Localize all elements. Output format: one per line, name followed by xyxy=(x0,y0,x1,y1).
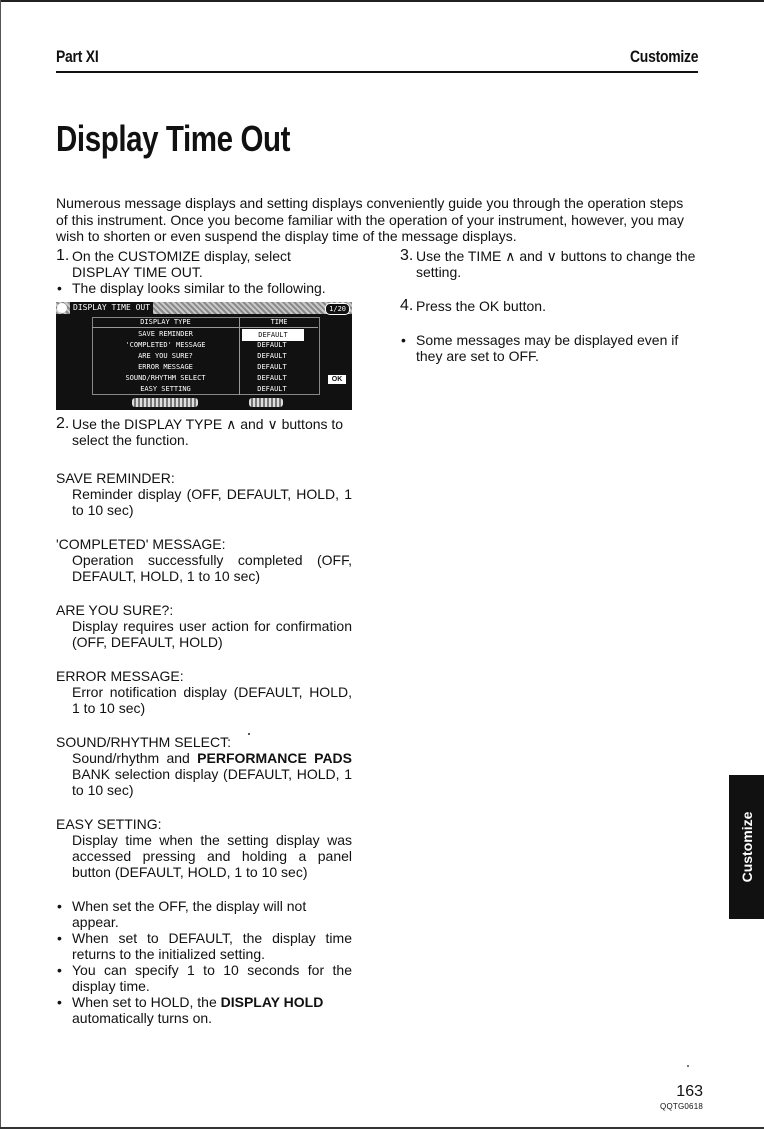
step-text: Use the DISPLAY TYPE ∧ and ∨ buttons to select the function. xyxy=(72,416,344,448)
part-label: Part XI xyxy=(56,47,99,66)
side-tab-label: Customize xyxy=(738,811,755,883)
step-3 xyxy=(400,248,698,280)
definition-desc: Reminder display (OFF, DEFAULT, HOLD, 1 to 10 sec) xyxy=(72,486,352,518)
desc-bold-text: PERFORMANCE PADS xyxy=(197,750,352,766)
step-number: 1. xyxy=(56,247,70,264)
right-note-bullet: • Some messages may be displayed even if they are set to OFF. xyxy=(400,332,698,364)
definition-term: SOUND/RHYTHM SELECT: xyxy=(56,734,232,750)
definition-term: SAVE REMINDER: xyxy=(56,470,175,486)
definition-term: ERROR MESSAGE: xyxy=(56,668,184,684)
speck xyxy=(687,1065,689,1067)
lcd-row-time: DEFAULT xyxy=(257,374,287,382)
lcd-row-type: SAVE REMINDER xyxy=(138,330,193,338)
page-number: 163 xyxy=(676,1083,703,1100)
lcd-row[interactable] xyxy=(92,340,352,350)
lcd-col-display-type: DISPLAY TYPE xyxy=(140,318,191,326)
definition-save-reminder xyxy=(56,470,352,518)
display-icon xyxy=(57,303,67,313)
lcd-col-time: TIME xyxy=(270,318,288,326)
document-code: QQTG0618 xyxy=(660,1102,703,1111)
speck xyxy=(248,733,250,735)
lcd-page-indicator: 1/20 xyxy=(325,303,350,315)
note-bullet: • You can specify 1 to 10 seconds for the display time. xyxy=(56,962,352,994)
definition-term: 'COMPLETED' MESSAGE: xyxy=(56,536,226,552)
lcd-row[interactable] xyxy=(92,373,352,383)
step-4 xyxy=(400,298,698,314)
lcd-row-type: EASY SETTING xyxy=(140,385,191,393)
definition-term: ARE YOU SURE?: xyxy=(56,602,174,618)
intro-paragraph: Numerous message displays and setting displays conveniently guide you through the operation steps of this instrument. Once you become familiar with the operation of your instrument, however, you may wish to shorten or even suspend the display time of the message displays. xyxy=(56,195,684,244)
left-border-line xyxy=(0,0,1,1129)
definition-error-message xyxy=(56,668,352,716)
definition-are-you-sure xyxy=(56,602,352,650)
definition-desc xyxy=(56,750,352,798)
top-border-line xyxy=(0,0,764,2)
step-2 xyxy=(56,416,352,448)
display-type-dial-icon[interactable] xyxy=(132,398,198,407)
definition-desc: Display requires user action for confirmation (OFF, DEFAULT, HOLD) xyxy=(72,618,352,650)
time-dial-icon[interactable] xyxy=(249,398,283,407)
lcd-display-screenshot xyxy=(56,302,352,410)
step-text: Use the TIME ∧ and ∨ buttons to change the setting. xyxy=(416,248,696,280)
page-title: Display Time Out xyxy=(56,118,291,159)
step-number: 2. xyxy=(56,415,70,432)
step-number: 4. xyxy=(400,297,414,314)
desc-text: BANK selection display (DEFAULT, HOLD, 1 to 10 sec) xyxy=(72,766,352,798)
definition-desc: Operation successfully completed (OFF, DEFAULT, HOLD, 1 to 10 sec) xyxy=(72,552,352,584)
lcd-row[interactable] xyxy=(92,384,352,394)
lcd-row-time: DEFAULT xyxy=(257,385,287,393)
lcd-ok-button[interactable]: OK xyxy=(328,375,346,384)
definition-desc: Display time when the setting display was accessed pressing and holding a panel button (DEFAULT, HOLD, 1 to 10 sec) xyxy=(72,832,352,880)
lcd-row-type: ERROR MESSAGE xyxy=(138,363,193,371)
lcd-row[interactable] xyxy=(92,351,352,361)
side-tab xyxy=(729,775,764,919)
lcd-row-type: SOUND/RHYTHM SELECT xyxy=(125,374,206,382)
lcd-row-time: DEFAULT xyxy=(257,352,287,360)
note-text: automatically turns on. xyxy=(72,1010,213,1026)
step-number: 3. xyxy=(400,247,414,264)
note-bullet xyxy=(56,994,352,1026)
note-bold-text: DISPLAY HOLD xyxy=(220,994,324,1010)
note-bullet: • When set to DEFAULT, the display time returns to the initialized setting. xyxy=(56,930,352,962)
lcd-row[interactable] xyxy=(92,362,352,372)
step-text: Press the OK button. xyxy=(416,298,546,314)
definition-easy-setting xyxy=(56,816,352,880)
lcd-row[interactable] xyxy=(92,329,352,339)
definition-desc: Error notification display (DEFAULT, HOLD, 1 to 10 sec) xyxy=(72,684,352,716)
definition-term: EASY SETTING: xyxy=(56,816,162,832)
lcd-row-time-selected[interactable]: DEFAULT xyxy=(242,329,304,341)
note-bullet: • When set the OFF, the display will not appear. xyxy=(56,898,352,930)
definition-completed-message xyxy=(56,536,352,584)
lcd-row-time: DEFAULT xyxy=(257,341,287,349)
step-1-bullet: • The display looks similar to the following. xyxy=(56,280,352,296)
step-1 xyxy=(56,248,352,280)
lcd-row-type: 'COMPLETED' MESSAGE xyxy=(125,341,206,349)
note-text: When set to HOLD, the xyxy=(72,994,221,1010)
definition-sound-rhythm-select xyxy=(56,734,352,798)
step-text: On the CUSTOMIZE display, select DISPLAY TIME OUT. xyxy=(72,248,291,280)
left-column xyxy=(56,248,352,1026)
lcd-row-type: ARE YOU SURE? xyxy=(138,352,193,360)
section-label: Customize xyxy=(629,47,698,66)
lcd-row-time: DEFAULT xyxy=(257,363,287,371)
header-rule xyxy=(56,71,698,73)
lcd-title: DISPLAY TIME OUT xyxy=(70,302,153,314)
desc-text: Sound/rhythm and xyxy=(72,750,198,766)
right-column xyxy=(400,248,698,364)
